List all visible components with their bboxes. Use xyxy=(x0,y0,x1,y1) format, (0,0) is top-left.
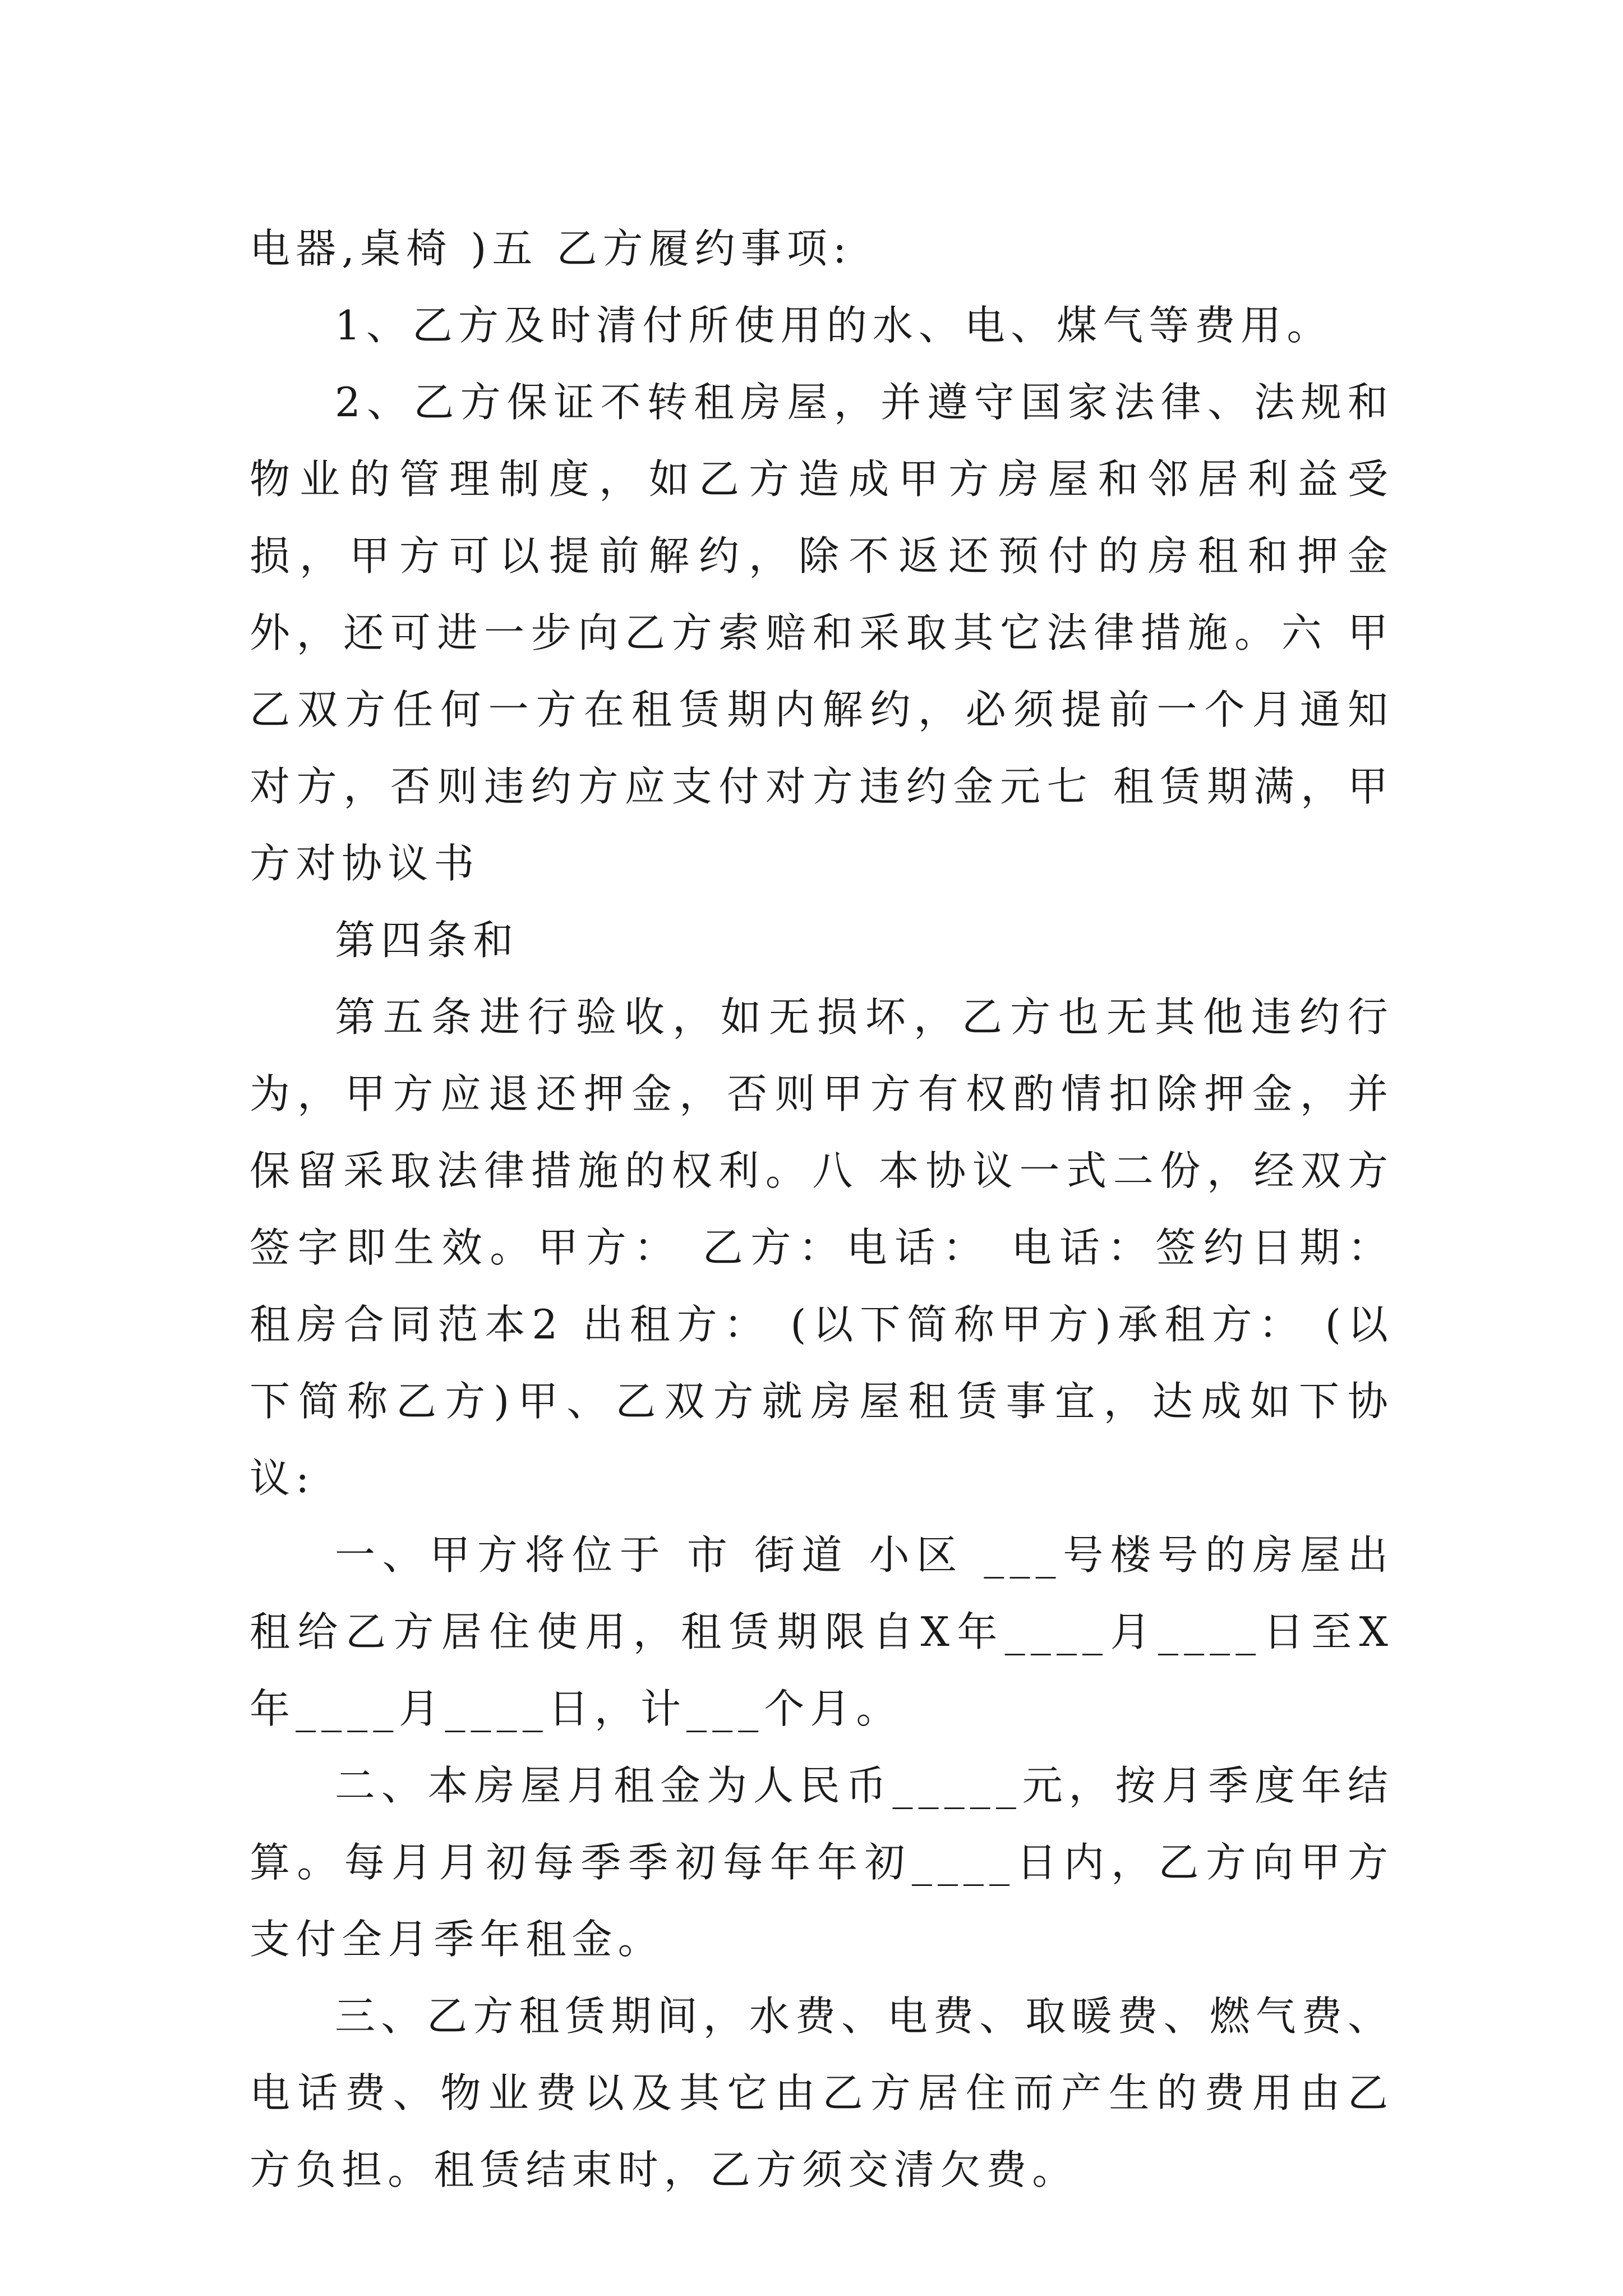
paragraph-1: 电器,桌椅 )五 乙方履约事项: xyxy=(250,225,852,272)
paragraph-7: 二、本房屋月租金为人民币_____元，按月季度年结算。每月月初每季季初每年年初____日内，乙方向甲方支付全月季年租金。 xyxy=(250,1762,1394,1963)
document-body xyxy=(250,210,1394,2208)
paragraph-8: 三、乙方租赁期间，水费、电费、取暖费、燃气费、电话费、物业费以及其它由乙方居住而产生的费用由乙方负担。租赁结束时，乙方须交清欠费。 xyxy=(250,1993,1394,2193)
paragraph-2: 1、乙方及时清付所使用的水、电、煤气等费用。 xyxy=(335,302,1333,349)
paragraph-5: 第五条进行验收，如无损坏，乙方也无其他违约行为，甲方应退还押金，否则甲方有权酌情扣除押金，并保留采取法律措施的权利。八 本协议一式二份，经双方签字即生效。甲方： 乙方：电话： 电话：签约日期： 租房合同范本2 出租方： (以下简称甲方)承租方： (以下简称乙方)甲、乙双方就房屋租赁事宜，达成如下协议: xyxy=(250,993,1394,1502)
paragraph-6: 一、甲方将位于 市 街道 小区 ___号楼号的房屋出租给乙方居住使用，租赁期限自X年____月____日至X年____月____日，计___个月。 xyxy=(250,1531,1394,1732)
paragraph-3: 2、乙方保证不转租房屋，并遵守国家法律、法规和物业的管理制度，如乙方造成甲方房屋和邻居利益受损，甲方可以提前解约，除不返还预付的房租和押金外，还可进一步向乙方索赔和采取其它法律措施。六 甲乙双方任何一方在租赁期内解约，必须提前一个月通知对方，否则违约方应支付对方违约金元七 租赁期满，甲方对协议书 xyxy=(250,379,1394,887)
paragraph-4: 第四条和 xyxy=(335,917,519,964)
